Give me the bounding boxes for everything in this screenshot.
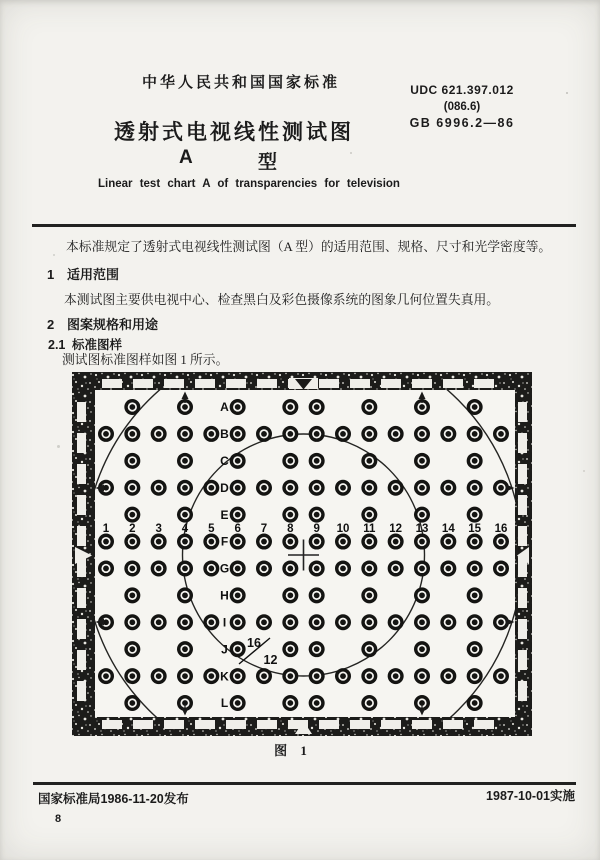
target-circle [414, 641, 430, 657]
target-circle [256, 534, 272, 550]
target-circle [309, 534, 325, 550]
target-circle [309, 426, 325, 442]
target-circle [388, 560, 404, 576]
standard-number: GB 6996.2—86 [409, 116, 515, 130]
svg-text:I: I [222, 615, 227, 630]
target-circle [177, 426, 193, 442]
section-number: 1 [47, 267, 55, 282]
target-circle [282, 426, 298, 442]
target-circle [309, 560, 325, 576]
target-circle [177, 480, 193, 496]
svg-text:8: 8 [287, 523, 294, 535]
target-circle [256, 426, 272, 442]
target-circle [282, 399, 298, 415]
target-circle [414, 453, 430, 469]
svg-text:1: 1 [102, 523, 110, 535]
target-circle [467, 668, 483, 684]
target-circle [177, 560, 193, 576]
target-circle [282, 560, 298, 576]
target-circle [361, 480, 377, 496]
svg-text:12: 12 [389, 523, 403, 535]
target-circle [151, 534, 167, 550]
target-circle [151, 614, 167, 630]
target-circle [124, 453, 140, 469]
section-number: 2.1 [48, 338, 66, 352]
document-title-chinese: 透射式电视线性测试图 [114, 121, 354, 144]
section-title: 图案规格和用途 [67, 317, 159, 332]
target-circle [230, 587, 246, 603]
footer-divider-rule [33, 782, 576, 785]
target-circle [256, 480, 272, 496]
target-circle [361, 668, 377, 684]
target-circle [414, 614, 430, 630]
chart-type-suffix: 型 [258, 152, 278, 173]
target-circle [440, 534, 456, 550]
target-circle [467, 426, 483, 442]
target-circle [388, 426, 404, 442]
target-circle [230, 453, 246, 469]
target-circle [282, 534, 298, 550]
target-circle [124, 480, 140, 496]
target-circle [335, 426, 351, 442]
svg-text:11: 11 [363, 523, 376, 535]
target-circle [467, 695, 483, 711]
target-circle [414, 668, 430, 684]
target-circle [124, 614, 140, 630]
target-circle [414, 587, 430, 603]
target-circle [282, 453, 298, 469]
target-circle [388, 480, 404, 496]
svg-text:H: H [220, 588, 229, 603]
target-circle [230, 480, 246, 496]
svg-text:E: E [220, 507, 229, 522]
target-circle [203, 480, 219, 496]
target-circle [203, 560, 219, 576]
target-circle [335, 560, 351, 576]
section-1-text: 本测试图主要供电视中心、检查黑白及彩色摄像系统的图象几何位置失真用。 [64, 293, 500, 307]
target-circle [177, 668, 193, 684]
target-circle [256, 560, 272, 576]
target-circle [388, 534, 404, 550]
svg-text:D: D [220, 480, 229, 495]
target-circle [388, 668, 404, 684]
chart-frame [72, 372, 532, 736]
target-circle [230, 614, 246, 630]
target-circle [203, 426, 219, 442]
scan-speck [57, 445, 60, 448]
section-number: 2 [47, 317, 55, 332]
target-circle [361, 426, 377, 442]
svg-text:12: 12 [263, 653, 278, 667]
target-circle [335, 614, 351, 630]
target-circle [282, 480, 298, 496]
target-circle [124, 560, 140, 576]
target-circle [309, 480, 325, 496]
section-2-heading [47, 314, 158, 333]
target-circle [440, 560, 456, 576]
target-circle [335, 534, 351, 550]
target-circle [309, 668, 325, 684]
chart-type-letter: A [179, 147, 193, 168]
target-circle [98, 534, 114, 550]
target-circle [493, 668, 509, 684]
target-circle [309, 695, 325, 711]
target-circle [414, 507, 430, 523]
target-circle [493, 560, 509, 576]
target-circle [335, 668, 351, 684]
section-2-1-text: 测试图标准图样如图 1 所示。 [62, 353, 229, 367]
target-circle [230, 534, 246, 550]
udc-class-number: (086.6) [443, 101, 481, 113]
svg-text:6: 6 [234, 523, 241, 535]
target-circle [309, 399, 325, 415]
target-circle [151, 668, 167, 684]
target-circle [124, 587, 140, 603]
target-circle [124, 695, 140, 711]
target-circle [440, 480, 456, 496]
target-circle [309, 641, 325, 657]
target-circle [335, 480, 351, 496]
target-circle [177, 453, 193, 469]
section-title: 适用范围 [67, 267, 120, 282]
target-circle [230, 560, 246, 576]
target-circle [309, 453, 325, 469]
target-circle [467, 507, 483, 523]
section-title: 标准图样 [72, 338, 123, 352]
target-circle [467, 560, 483, 576]
svg-text:L: L [220, 696, 229, 711]
svg-text:J: J [221, 642, 228, 657]
svg-text:G: G [219, 561, 230, 576]
target-circle [361, 614, 377, 630]
scan-speck [53, 254, 55, 256]
target-circle [361, 399, 377, 415]
target-circle [282, 507, 298, 523]
document-title-english: Linear test chart A of transparencies for television [98, 178, 400, 190]
target-circle [309, 614, 325, 630]
svg-text:F: F [220, 534, 229, 549]
target-circle [361, 695, 377, 711]
target-circle [256, 614, 272, 630]
scan-speck [566, 92, 568, 94]
target-circle [230, 426, 246, 442]
target-circle [467, 641, 483, 657]
target-circle [203, 668, 219, 684]
target-circle [467, 534, 483, 550]
target-circle [309, 587, 325, 603]
svg-text:16: 16 [247, 636, 261, 650]
target-circle [493, 534, 509, 550]
target-circle [361, 641, 377, 657]
section-1-heading [47, 264, 119, 283]
target-circle [177, 534, 193, 550]
target-circle [124, 399, 140, 415]
target-circle [124, 641, 140, 657]
target-circle [309, 507, 325, 523]
svg-text:A: A [220, 400, 229, 415]
target-circle [98, 426, 114, 442]
svg-text:C: C [220, 454, 229, 469]
target-circle [230, 641, 246, 657]
target-circle [177, 507, 193, 523]
target-circle [151, 480, 167, 496]
svg-text:7: 7 [260, 523, 268, 535]
implement-date-text: 1987-10-01实施 [486, 789, 575, 803]
target-circle [203, 534, 219, 550]
target-circle [203, 614, 219, 630]
target-circle [361, 534, 377, 550]
target-circle [256, 668, 272, 684]
target-circle [414, 534, 430, 550]
target-circle [361, 507, 377, 523]
svg-text:15: 15 [468, 523, 482, 535]
target-circle [440, 668, 456, 684]
target-circle [361, 587, 377, 603]
target-circle [124, 507, 140, 523]
svg-text:10: 10 [336, 523, 350, 535]
target-circle [282, 695, 298, 711]
target-circle [151, 560, 167, 576]
target-circle [493, 426, 509, 442]
target-circle [414, 560, 430, 576]
target-circle [440, 426, 456, 442]
test-chart-figure [70, 372, 534, 736]
svg-text:13: 13 [415, 523, 429, 535]
target-circle [230, 507, 246, 523]
svg-text:3: 3 [155, 523, 162, 535]
target-circle [414, 426, 430, 442]
target-circle [230, 695, 246, 711]
svg-text:5: 5 [208, 523, 215, 535]
target-circle [124, 534, 140, 550]
svg-text:B: B [220, 427, 229, 442]
svg-text:16: 16 [494, 523, 508, 535]
scan-speck [350, 152, 352, 154]
svg-text:2: 2 [129, 523, 136, 535]
udc-number: UDC 621.397.012 [410, 83, 514, 97]
target-circle [151, 426, 167, 442]
standard-reference-block [400, 82, 524, 132]
svg-text:4: 4 [181, 523, 189, 535]
target-circle [467, 614, 483, 630]
target-circle [230, 668, 246, 684]
svg-text:9: 9 [313, 523, 320, 535]
target-circle [98, 668, 114, 684]
svg-text:14: 14 [441, 523, 455, 535]
target-circle [177, 614, 193, 630]
target-circle [282, 587, 298, 603]
target-circle [230, 399, 246, 415]
page-number: 8 [55, 813, 62, 825]
header-divider-rule [32, 224, 576, 227]
target-circle [282, 668, 298, 684]
svg-text:K: K [220, 669, 229, 684]
target-circle [124, 426, 140, 442]
target-circle [177, 587, 193, 603]
target-circle [282, 641, 298, 657]
target-circle [467, 480, 483, 496]
target-circle [414, 480, 430, 496]
target-circle [124, 668, 140, 684]
target-circle [440, 614, 456, 630]
target-circle [467, 399, 483, 415]
national-standard-label: 中华人民共和国国家标准 [142, 74, 341, 91]
target-circle [388, 614, 404, 630]
issue-date-text: 国家标准局1986-11-20发布 [38, 792, 189, 806]
target-circle [361, 453, 377, 469]
target-circle [467, 453, 483, 469]
target-circle [361, 560, 377, 576]
target-circle [282, 614, 298, 630]
target-circle [467, 587, 483, 603]
figure-caption: 图 1 [274, 743, 312, 758]
target-circle [98, 560, 114, 576]
scan-speck [583, 470, 585, 472]
target-circle [177, 641, 193, 657]
intro-paragraph: 本标准规定了透射式电视线性测试图（A 型）的适用范围、规格、尺寸和光学密度等。 [66, 240, 552, 254]
